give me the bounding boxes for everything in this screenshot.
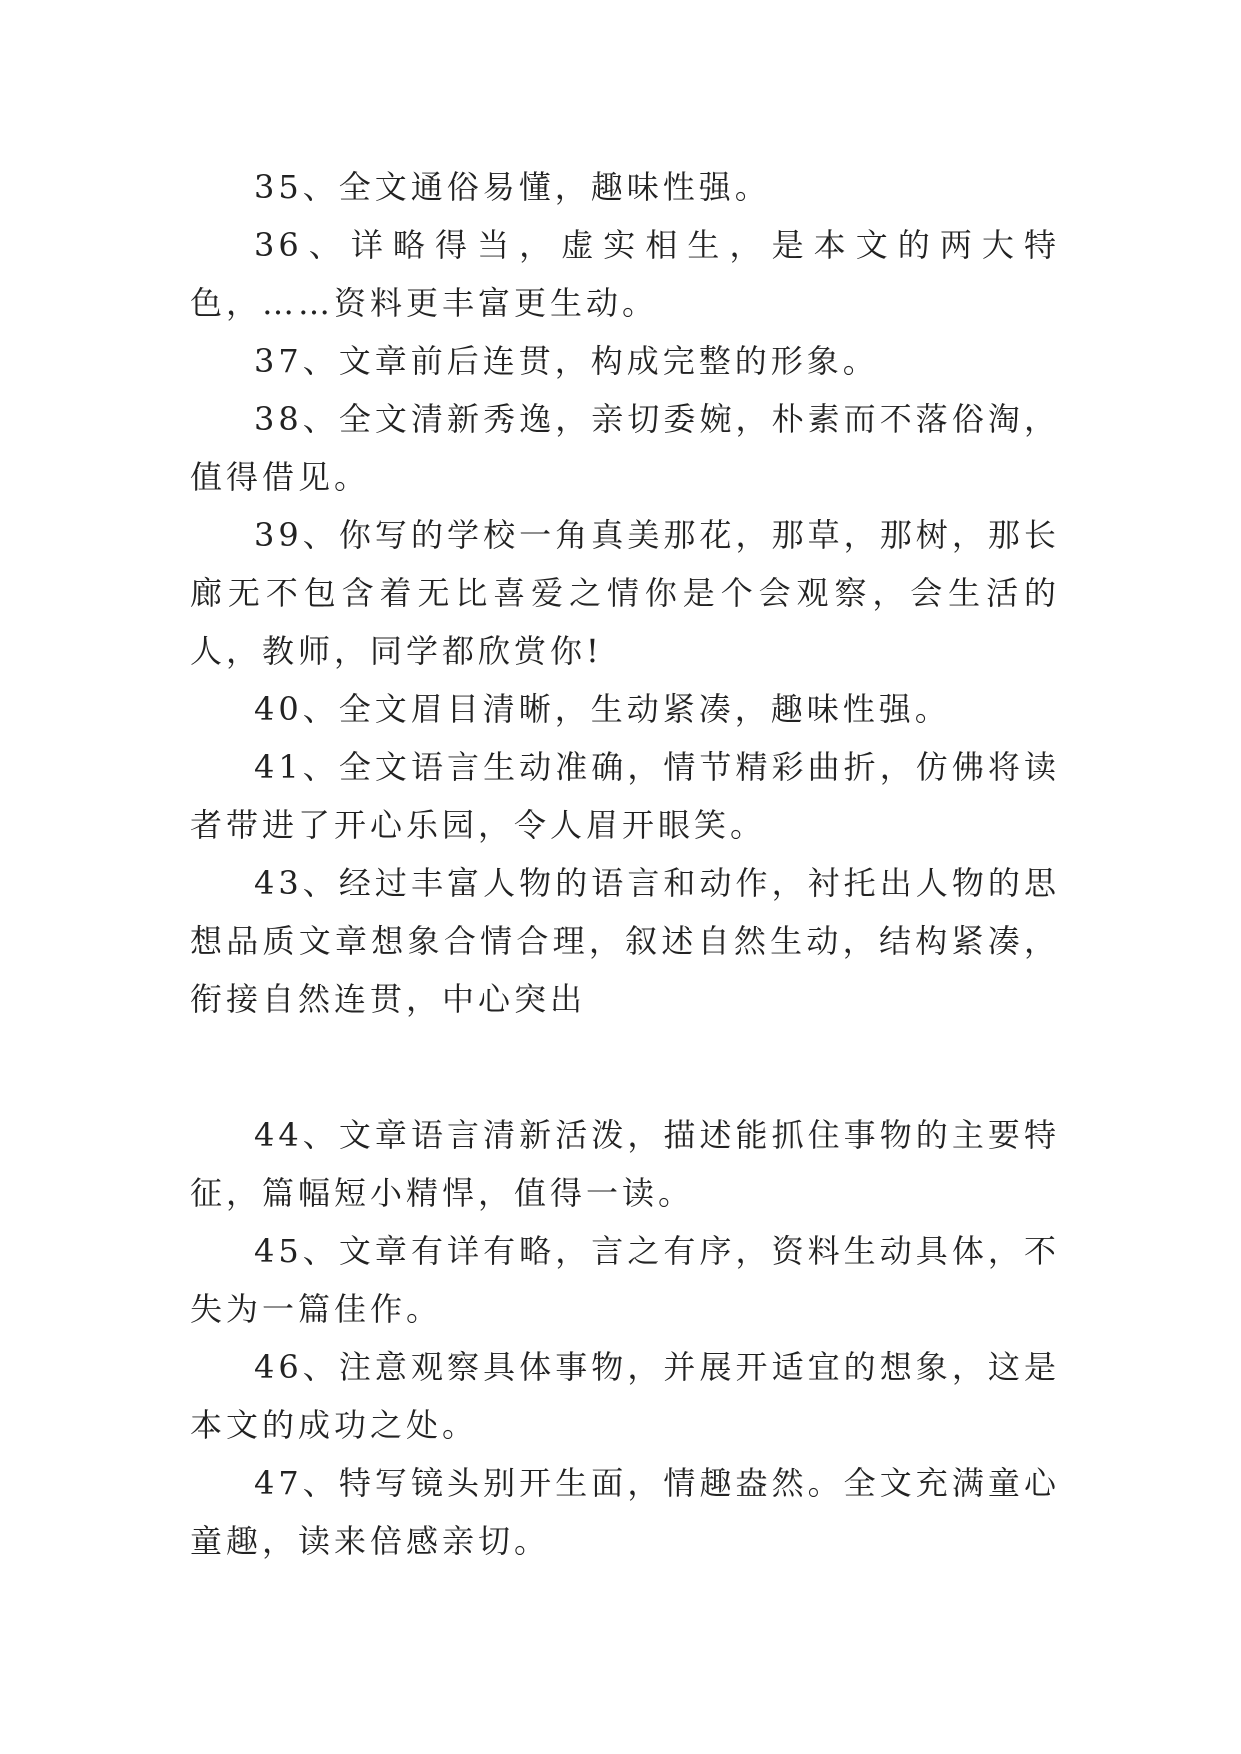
paragraph-47: 47、特写镜头别开生面，情趣盎然。全文充满童心童趣，读来倍感亲切。 [190, 1464, 1060, 1560]
paragraph-46: 46、注意观察具体事物，并展开适宜的想象，这是本文的成功之处。 [190, 1348, 1060, 1444]
paragraph-38: 38、全文清新秀逸，亲切委婉，朴素而不落俗淘，值得借见。 [190, 400, 1060, 496]
paragraph-44: 44、文章语言清新活泼，描述能抓住事物的主要特征，篇幅短小精悍，值得一读。 [190, 1116, 1060, 1212]
paragraph-41: 41、全文语言生动准确，情节精彩曲折，仿佛将读者带进了开心乐园，令人眉开眼笑。 [190, 748, 1060, 844]
paragraph-45: 45、文章有详有略，言之有序，资料生动具体，不失为一篇佳作。 [190, 1232, 1060, 1328]
paragraph-36: 36、详略得当，虚实相生，是本文的两大特色，……资料更丰富更生动。 [190, 226, 1060, 322]
paragraph-37: 37、文章前后连贯，构成完整的形象。 [254, 342, 879, 380]
document-body [190, 158, 1060, 1570]
paragraph-39: 39、你写的学校一角真美那花，那草，那树，那长廊无不包含着无比喜爱之情你是个会观察，会生活的人，教师，同学都欣赏你! [190, 516, 1060, 670]
paragraph-35: 35、全文通俗易懂，趣味性强。 [254, 168, 771, 206]
paragraph-40: 40、全文眉目清晰，生动紧凑，趣味性强。 [254, 690, 951, 728]
paragraph-43: 43、经过丰富人物的语言和动作，衬托出人物的思想品质文章想象合情合理，叙述自然生动，结构紧凑，衔接自然连贯，中心突出 [190, 864, 1060, 1018]
